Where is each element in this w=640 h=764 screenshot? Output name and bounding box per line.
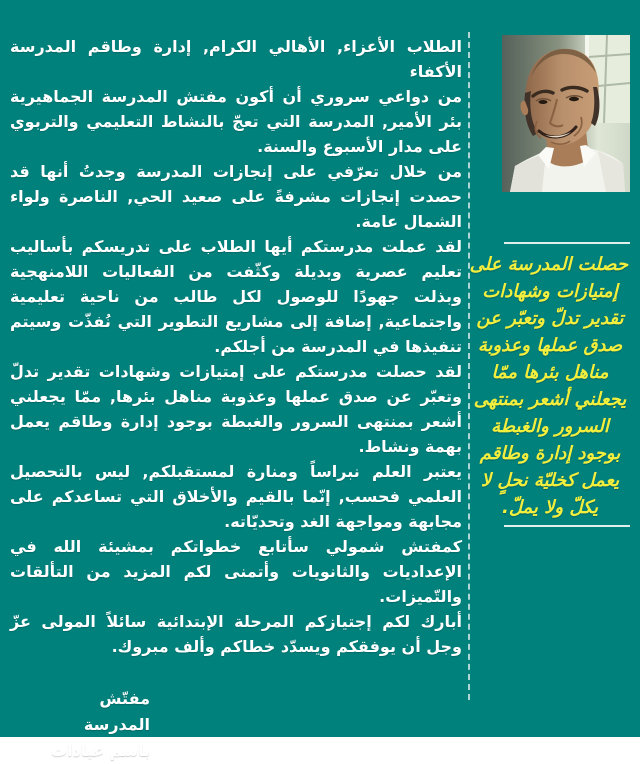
letter-paragraph: من خلال تعرّفي على إنجازات المدرسة وجدتُ أنها قد حصدت إنجازات مشرفةً على صعيد الحي, الناصرة ولواء الشمال عامة. (10, 162, 462, 231)
sidebar (468, 32, 630, 700)
letter-paragraph: يعتبر العلم نبراساً ومنارة لمستقبلكم, ليس بالتحصيل العلمي فحسب, إنّما بالقيم والأخلاق التي تساعدكم على مجابهة ومواجهة الغد وتحديّاته. (10, 462, 462, 531)
quote-line: مناهل بئرها ممّا (491, 362, 609, 383)
quote-line: بوجود إدارة وطاقم (479, 443, 621, 464)
signature-name: باسم عيادات (50, 741, 150, 760)
letter-paragraph: من دواعي سروري أن أكون مفتش المدرسة الجماهيرية بئر الأمير, المدرسة التي تعجّ بالنشاط التعليمي والتربوي على مدار الأسبوع والسنة. (10, 87, 462, 156)
quote-line: حصلت المدرسة على (469, 254, 628, 275)
quote-text (469, 251, 628, 521)
quote-line: يعمل كخليّة نحلٍ لا (480, 470, 620, 491)
quote-line: صدق عملها وعذوبة (477, 335, 623, 356)
letter-paragraph: لقد حصلت مدرستكم على إمتيازات وشهادات تقدير تدلّ وتعبّر عن صدق عملها وعذوبة مناهل بئرها, ممّا يجعلني أشعر بمنتهى السرور والغبطة بوجود إدارة وطاقم يعمل بهمة ونشاط. (10, 362, 462, 456)
quote-line: السرور والغبطة (491, 416, 609, 437)
divider-top (504, 242, 630, 244)
signature-role: مفتّش المدرسة (83, 689, 150, 734)
inspector-photo (502, 35, 630, 192)
letter-paragraph: الطلاب الأعزاء, الأهالي الكرام, إدارة وطاقم المدرسة الأكفاء (10, 37, 462, 81)
letter-paragraph: كمفتش شمولي سأتابع خطواتكم بمشيئة الله في الإعداديات والثانويات وأتمنى لكم المزيد من التألقات والتّميزات. (10, 537, 462, 606)
letter-paragraph: أبارك لكم إجتيازكم المرحلة الإبتدائية سائلاً المولى عزّ وجل أن يوفقكم ويسدّد خطاكم وألف مبروك. (10, 612, 462, 656)
quote-line: يكلّ ولا يملّ. (502, 497, 598, 518)
quote-line: يجعلني أشعر بمنتهى (473, 389, 627, 410)
quote-line: تقدير تدلّ وتعبّر عن (476, 308, 624, 329)
quote-line: إمتيازات وشهادات (482, 281, 618, 302)
divider-bottom (504, 525, 630, 527)
letter-paragraph: لقد عملت مدرستكم أيها الطلاب على تدريسكم بأساليب تعليم عصرية وبديلة وكثّفت من الفعاليات اللامنهجية وبذلت جهودًا للوصول لكل طالب من ناحية تعليمية واجتماعية, إضافة إلى مشاريع التطوير التي نُفذّت وسيتم تنفيذها في المدرسة من أجلكم. (10, 237, 462, 356)
letter-body (10, 34, 462, 764)
signature (32, 686, 150, 764)
